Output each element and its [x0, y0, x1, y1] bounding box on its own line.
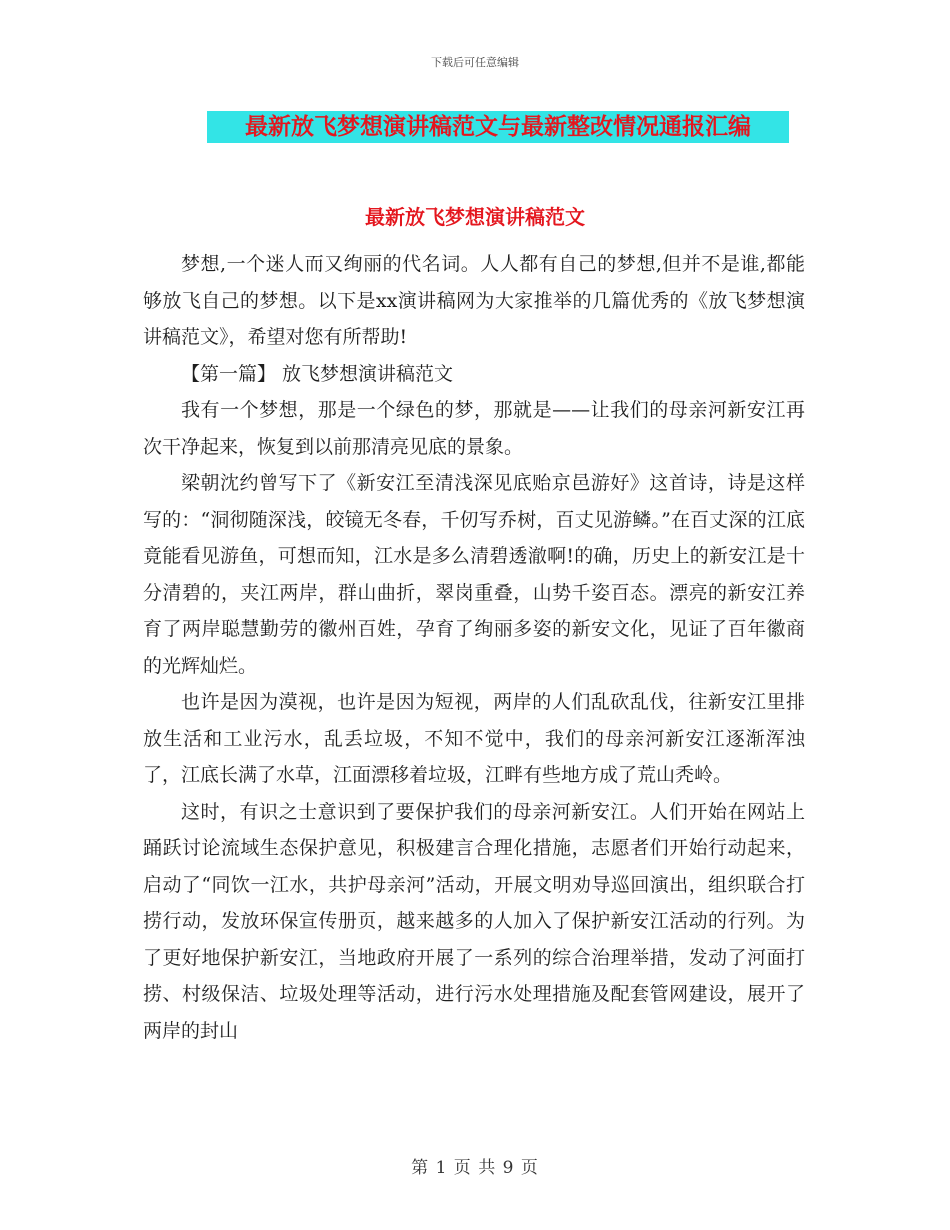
paragraph: 我有一个梦想，那是一个绿色的梦，那就是——让我们的母亲河新安江再次干净起来，恢复到以前那清亮见底的景象。: [143, 399, 805, 458]
paragraph: 这时，有识之士意识到了要保护我们的母亲河新安江。人们开始在网站上踊跃讨论流域生态保护意见，积极建言合理化措施，志愿者们开始行动起来，启动了“同饮一江水，共护母亲河”活动，开展文明劝导巡回演出，组织联合打捞行动，发放环保宣传册页，越来越多的人加入了保护新安江活动的行列。为了更好地保护新安江，当地政府开展了一系列的综合治理举措，发动了河面打捞、村级保洁、垃圾处理等活动，进行污水处理措施及配套管网建设，展开了两岸的封山: [143, 800, 805, 1042]
paragraph: 梁朝沈约曾写下了《新安江至清浅深见底贻京邑游好》这首诗，诗是这样写的：“洞彻随深浅，皎镜无冬春，千仞写乔树，百丈见游鳞。”在百丈深的江底竟能看见游鱼，可想而知，江水是多么清碧透澈啊!的确，历史上的新安江是十分清碧的，夹江两岸，群山曲折，翠岗重叠，山势千姿百态。漂亮的新安江养育了两岸聪慧勤劳的徽州百姓，孕育了绚丽多姿的新安文化，见证了百年徽商的光辉灿烂。: [143, 472, 805, 677]
paragraph-intro: 梦想,一个迷人而又绚丽的代名词。人人都有自己的梦想,但并不是谁,都能够放飞自己的梦想。以下是xx演讲稿网为大家推举的几篇优秀的《放飞梦想演讲稿范文》，希望对您有所帮助!: [143, 253, 805, 348]
sub-title: 最新放飞梦想演讲稿范文: [365, 205, 585, 229]
page-footer: 第 1 页 共 9 页: [411, 1158, 539, 1178]
document-body: [143, 246, 805, 1049]
header-note: 下载后可任意编辑: [431, 56, 519, 69]
section-heading: 【第一篇】 放飞梦想演讲稿范文: [181, 362, 454, 385]
main-title: 最新放飞梦想演讲稿范文与最新整改情况通报汇编: [245, 113, 751, 140]
paragraph: 也许是因为漠视，也许是因为短视，两岸的人们乱砍乱伐，往新安江里排放生活和工业污水，乱丢垃圾，不知不觉中，我们的母亲河新安江逐渐浑浊了，江底长满了水草，江面漂移着垃圾，江畔有些地方成了荒山秃岭。: [143, 691, 805, 786]
main-title-highlight: [207, 111, 789, 143]
